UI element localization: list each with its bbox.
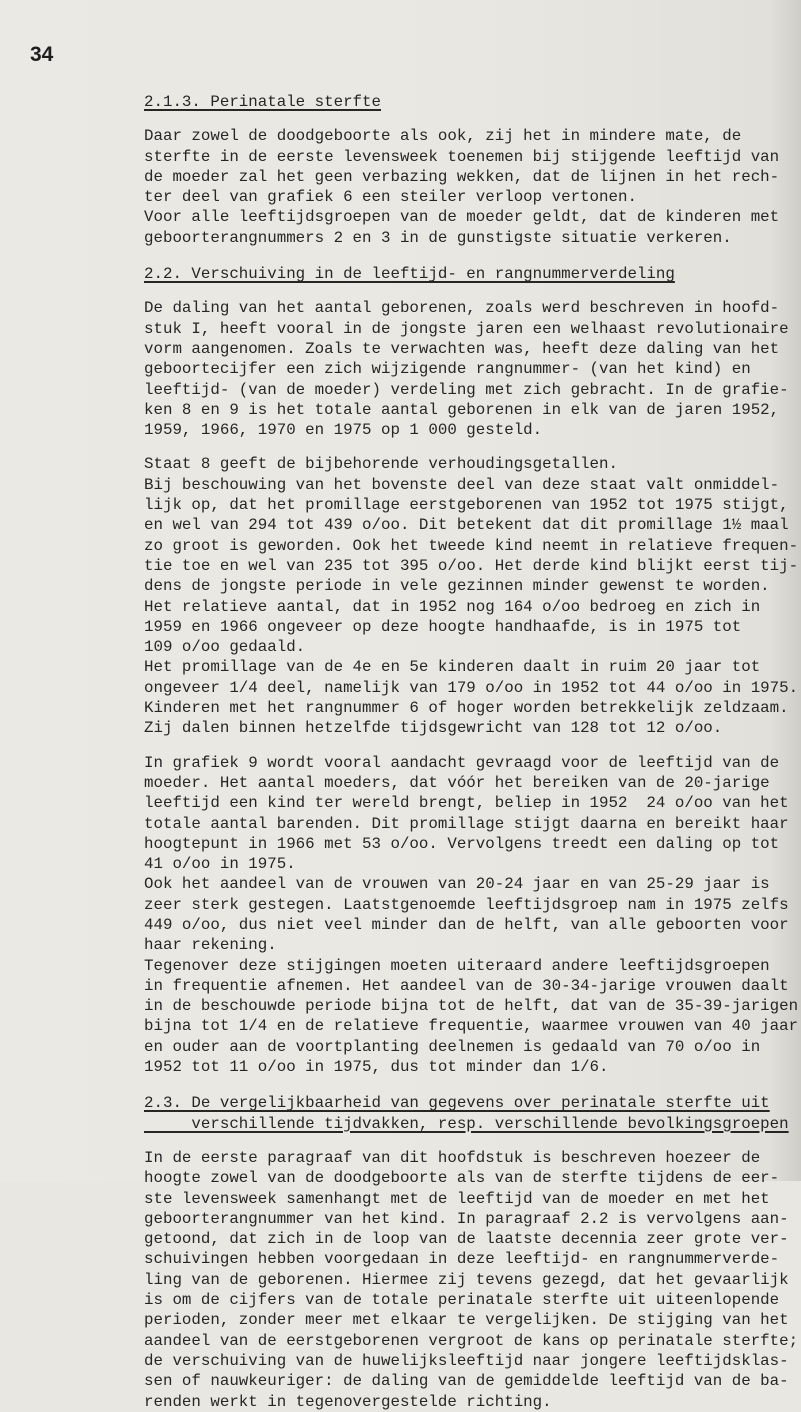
text-line: 449 o/oo, dus niet veel minder dan de helft, van alle geboorten voor (144, 915, 789, 934)
page-number: 34 (30, 43, 54, 66)
text-line: renden werkt in tegenovergestelde richting. (144, 1392, 552, 1411)
text-line: geboorterangnummers 2 en 3 in de gunstigste situatie verkeren. (144, 228, 732, 247)
text-line: ken 8 en 9 is het totale aantal geborenen in elk van de jaren 1952, (144, 400, 780, 419)
text-line: lijk op, dat het promillage eerstgeborenen van 1952 tot 1975 stijgt, (144, 496, 789, 515)
text-line: 1959 en 1966 ongeveer op deze hoogte handhaafde, is in 1975 tot (144, 617, 742, 636)
text-line: Bij beschouwing van het bovenste deel van deze staat valt onmiddel- (144, 475, 780, 494)
document-body (144, 92, 799, 1412)
text-line: de moeder zal het geen verbazing wekken, dat de lijnen in het rech- (144, 167, 780, 186)
paragraph (144, 126, 790, 248)
paragraph (144, 753, 799, 1078)
text-line: perioden, zonder meer met elkaar te vergelijken. De stijging van het (144, 1311, 789, 1330)
text-line: tie toe en wel van 235 tot 395 o/oo. Het derde kind blijkt eerst tij- (144, 556, 799, 575)
text-line: geboorterangnummer van het kind. In paragraaf 2.2 is vervolgens aan- (144, 1209, 789, 1228)
text-line: Daar zowel de doodgeboorte als ook, zij het in mindere mate, de (144, 127, 742, 146)
text-line: Staat 8 geeft de bijbehorende verhoudingsgetallen. (144, 455, 618, 474)
text-line: ling van de geborenen. Hiermee zij tevens gezegd, dat het gevaarlijk (144, 1270, 789, 1289)
text-line: 1952 tot 11 o/oo in 1975, dus tot minder dan 1/6. (144, 1058, 609, 1077)
text-line: zeer sterk gestegen. Laatstgenoemde leeftijdsgroep nam in 1975 zelfs (144, 895, 789, 914)
text-line: zo groot is geworden. Ook het tweede kind neemt in relatieve frequen- (144, 536, 799, 555)
section-2-3 (144, 1093, 799, 1411)
text-line: Kinderen met het rangnummer 6 of hoger worden betrekkelijk zeldzaam. (144, 699, 789, 718)
text-line: Tegenover deze stijgingen moeten uiteraard andere leeftijdsgroepen (144, 956, 770, 975)
paragraph (144, 1148, 799, 1412)
text-line: ste levensweek samenhangt met de leeftijd van de moeder en met het (144, 1189, 770, 1208)
section-heading-continued: verschillende tijdvakken, resp. verschillende bevolkingsgroepen (144, 1114, 789, 1133)
text-line: en ouder aan de voortplanting deelnemen is gedaald van 70 o/oo in (144, 1037, 761, 1056)
text-line: 109 o/oo gedaald. (144, 638, 306, 657)
text-line: stuk I, heeft vooral in de jongste jaren een welhaast revolutionaire (144, 319, 789, 338)
text-line: getoond, dat zich in de loop van de laatste decennia zeer grote ver- (144, 1230, 789, 1249)
text-line: hoogtepunt in 1966 met 53 o/oo. Vervolgens treedt een daling op tot (144, 834, 780, 853)
paragraph (144, 454, 799, 738)
section-heading: 2.3. De vergelijkbaarheid van gegevens over perinatale sterfte uit (144, 1094, 770, 1113)
text-line: totale aantal barenden. Dit promillage stijgt daarna en bereikt haar (144, 814, 789, 833)
text-line: leeftijd- (van de moeder) verdeling met zich gebracht. In de grafie- (144, 380, 789, 399)
text-line: in de beschouwde periode bijna tot de helft, dat van de 35-39-jarigen (144, 997, 799, 1016)
text-line: dens de jongste periode in vele gezinnen minder gewenst te worden. (144, 577, 770, 596)
text-line: ongeveer 1/4 deel, namelijk van 179 o/oo in 1952 tot 44 o/oo in 1975. (144, 678, 799, 697)
text-line: Ook het aandeel van de vrouwen van 20-24 jaar en van 25-29 jaar is (144, 875, 770, 894)
text-line: de verschuiving van de huwelijksleeftijd naar jongere leeftijdsklas- (144, 1351, 789, 1370)
text-line: 1959, 1966, 1970 en 1975 op 1 000 gesteld. (144, 421, 543, 440)
text-line: is om de cijfers van de totale perinatale sterfte uit uiteenlopende (144, 1291, 780, 1310)
section-2-1-3 (144, 92, 790, 248)
text-line: vorm aangenomen. Zoals te verwachten was, heeft deze daling van het (144, 339, 780, 358)
text-line: moeder. Het aantal moeders, dat vóór het bereiken van de 20-jarige (144, 773, 770, 792)
paragraph (144, 298, 790, 440)
text-line: geboortecijfer een zich wijzigende rangnummer- (van het kind) en (144, 360, 751, 379)
text-line: schuivingen hebben voorgedaan in deze leeftijd- en rangnummerverde- (144, 1250, 780, 1269)
text-line: leeftijd een kind ter wereld brengt, beliep in 1952 24 o/oo van het (144, 794, 789, 813)
text-line: Zij dalen binnen hetzelfde tijdsgewricht van 128 tot 12 o/oo. (144, 719, 723, 738)
text-line: De daling van het aantal geborenen, zoals werd beschreven in hoofd- (144, 299, 780, 318)
text-line: Het relatieve aantal, dat in 1952 nog 164 o/oo bedroeg en zich in (144, 597, 761, 616)
text-line: bijna tot 1/4 en de relatieve frequentie, waarmee vrouwen van 40 jaar (144, 1017, 799, 1036)
text-line: Voor alle leeftijdsgroepen van de moeder geldt, dat de kinderen met (144, 208, 780, 227)
text-line: haar rekening. (144, 936, 277, 955)
section-heading: 2.1.3. Perinatale sterfte (144, 93, 381, 111)
text-line: 41 o/oo in 1975. (144, 855, 296, 874)
section-2-2 (144, 264, 799, 1077)
text-line: In de eerste paragraaf van dit hoofdstuk is beschreven hoezeer de (144, 1148, 761, 1167)
text-line: Het promillage van de 4e en 5e kinderen daalt in ruim 20 jaar tot (144, 658, 761, 677)
text-line: hoogte zowel van de doodgeboorte als van de sterfte tijdens de eer- (144, 1169, 780, 1188)
text-line: In grafiek 9 wordt vooral aandacht gevraagd voor de leeftijd van de (144, 753, 780, 772)
text-line: in frequentie afnemen. Het aandeel van de 30-34-jarige vrouwen daalt (144, 976, 789, 995)
text-line: aandeel van de eerstgeborenen vergroot de kans op perinatale sterfte; (144, 1331, 799, 1350)
text-line: ter deel van grafiek 6 een steiler verloop vertonen. (144, 188, 637, 207)
text-line: sen of nauwkeuriger: de daling van de gemiddelde leeftijd van de ba- (144, 1372, 789, 1391)
section-heading: 2.2. Verschuiving in de leeftijd- en rangnummerverdeling (144, 265, 675, 284)
text-line: en wel van 294 tot 439 o/oo. Dit betekent dat dit promillage 1½ maal (144, 516, 789, 535)
text-line: sterfte in de eerste levensweek toenemen bij stijgende leeftijd van (144, 147, 780, 166)
